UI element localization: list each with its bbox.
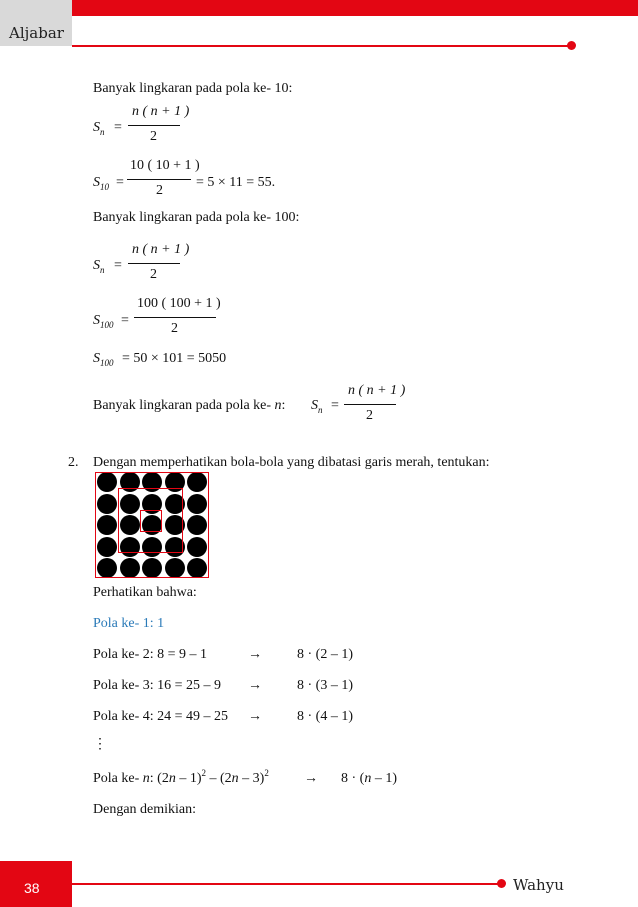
formula-s10-result: = 5 × 11 = 55.	[196, 175, 276, 190]
question-number: 2.	[68, 455, 79, 470]
vertical-ellipsis: ⋮	[93, 737, 107, 752]
pola-2-arrow: →	[248, 647, 262, 662]
formula-s100-fraction: 100 ( 100 + 1 ) 2	[134, 296, 216, 338]
pola-4-result: 8 · (4 – 1)	[297, 709, 353, 724]
page-number: 38	[24, 880, 40, 896]
ball-grid-figure	[95, 472, 209, 578]
pola-n-arrow: →	[304, 771, 318, 786]
formula-s100-result: = 50 × 101 = 5050	[122, 351, 227, 366]
pola-2: Pola ke- 2: 8 = 9 – 1	[93, 647, 208, 662]
observation-intro: Perhatikan bahwa:	[93, 585, 197, 600]
formula-s100-lhs: $S_{100}$	[93, 313, 114, 330]
footer-rule-dot	[497, 879, 506, 888]
footer-rule	[72, 883, 500, 885]
pola-3: Pola ke- 3: 16 = 25 – 9	[93, 678, 222, 693]
pola-1: Pola ke- 1: 1	[93, 616, 165, 631]
formula-sn-lhs-3: $S_n$	[311, 398, 323, 415]
pola-n-result: 8 · (n – 1)	[341, 771, 397, 786]
formula-s10-lhs: $S_{10}$	[93, 175, 109, 192]
formula-sn-fraction-2: n ( n + 1 ) 2	[128, 242, 180, 284]
pola-n: Pola ke- n: (2n – 1)$^2$ – (2n – 3)$^2$	[93, 768, 269, 786]
formula-sn-fraction: n ( n + 1 ) 2	[128, 104, 180, 146]
pola-2-result: 8 · (2 – 1)	[297, 647, 353, 662]
intro-pola-100: Banyak lingkaran pada pola ke- 100:	[93, 210, 300, 225]
header-rule-dot	[567, 41, 576, 50]
formula-s10-fraction: 10 ( 10 + 1 ) 2	[127, 158, 191, 200]
pola-3-arrow: →	[248, 678, 262, 693]
question-text: Dengan memperhatikan bola-bola yang dibatasi garis merah, tentukan:	[93, 455, 490, 470]
pola-4: Pola ke- 4: 24 = 49 – 25	[93, 709, 229, 724]
closing-text: Dengan demikian:	[93, 802, 197, 817]
chapter-title: Aljabar	[9, 24, 64, 42]
formula-sn-lhs-2: $S_n$	[93, 258, 105, 275]
intro-pola-n: Banyak lingkaran pada pola ke- n:	[93, 398, 286, 413]
author-name: Wahyu	[513, 876, 564, 894]
header-red-band	[72, 0, 638, 16]
formula-s100-lhs-2: $S_{100}$	[93, 351, 114, 368]
formula-sn-lhs: $S_n$	[93, 120, 105, 137]
pola-3-result: 8 · (3 – 1)	[297, 678, 353, 693]
red-square-inner	[140, 510, 162, 532]
intro-pola-10: Banyak lingkaran pada pola ke- 10:	[93, 81, 293, 96]
formula-sn-fraction-3: n ( n + 1 ) 2	[344, 383, 396, 425]
header-rule	[72, 45, 569, 47]
pola-4-arrow: →	[248, 709, 262, 724]
